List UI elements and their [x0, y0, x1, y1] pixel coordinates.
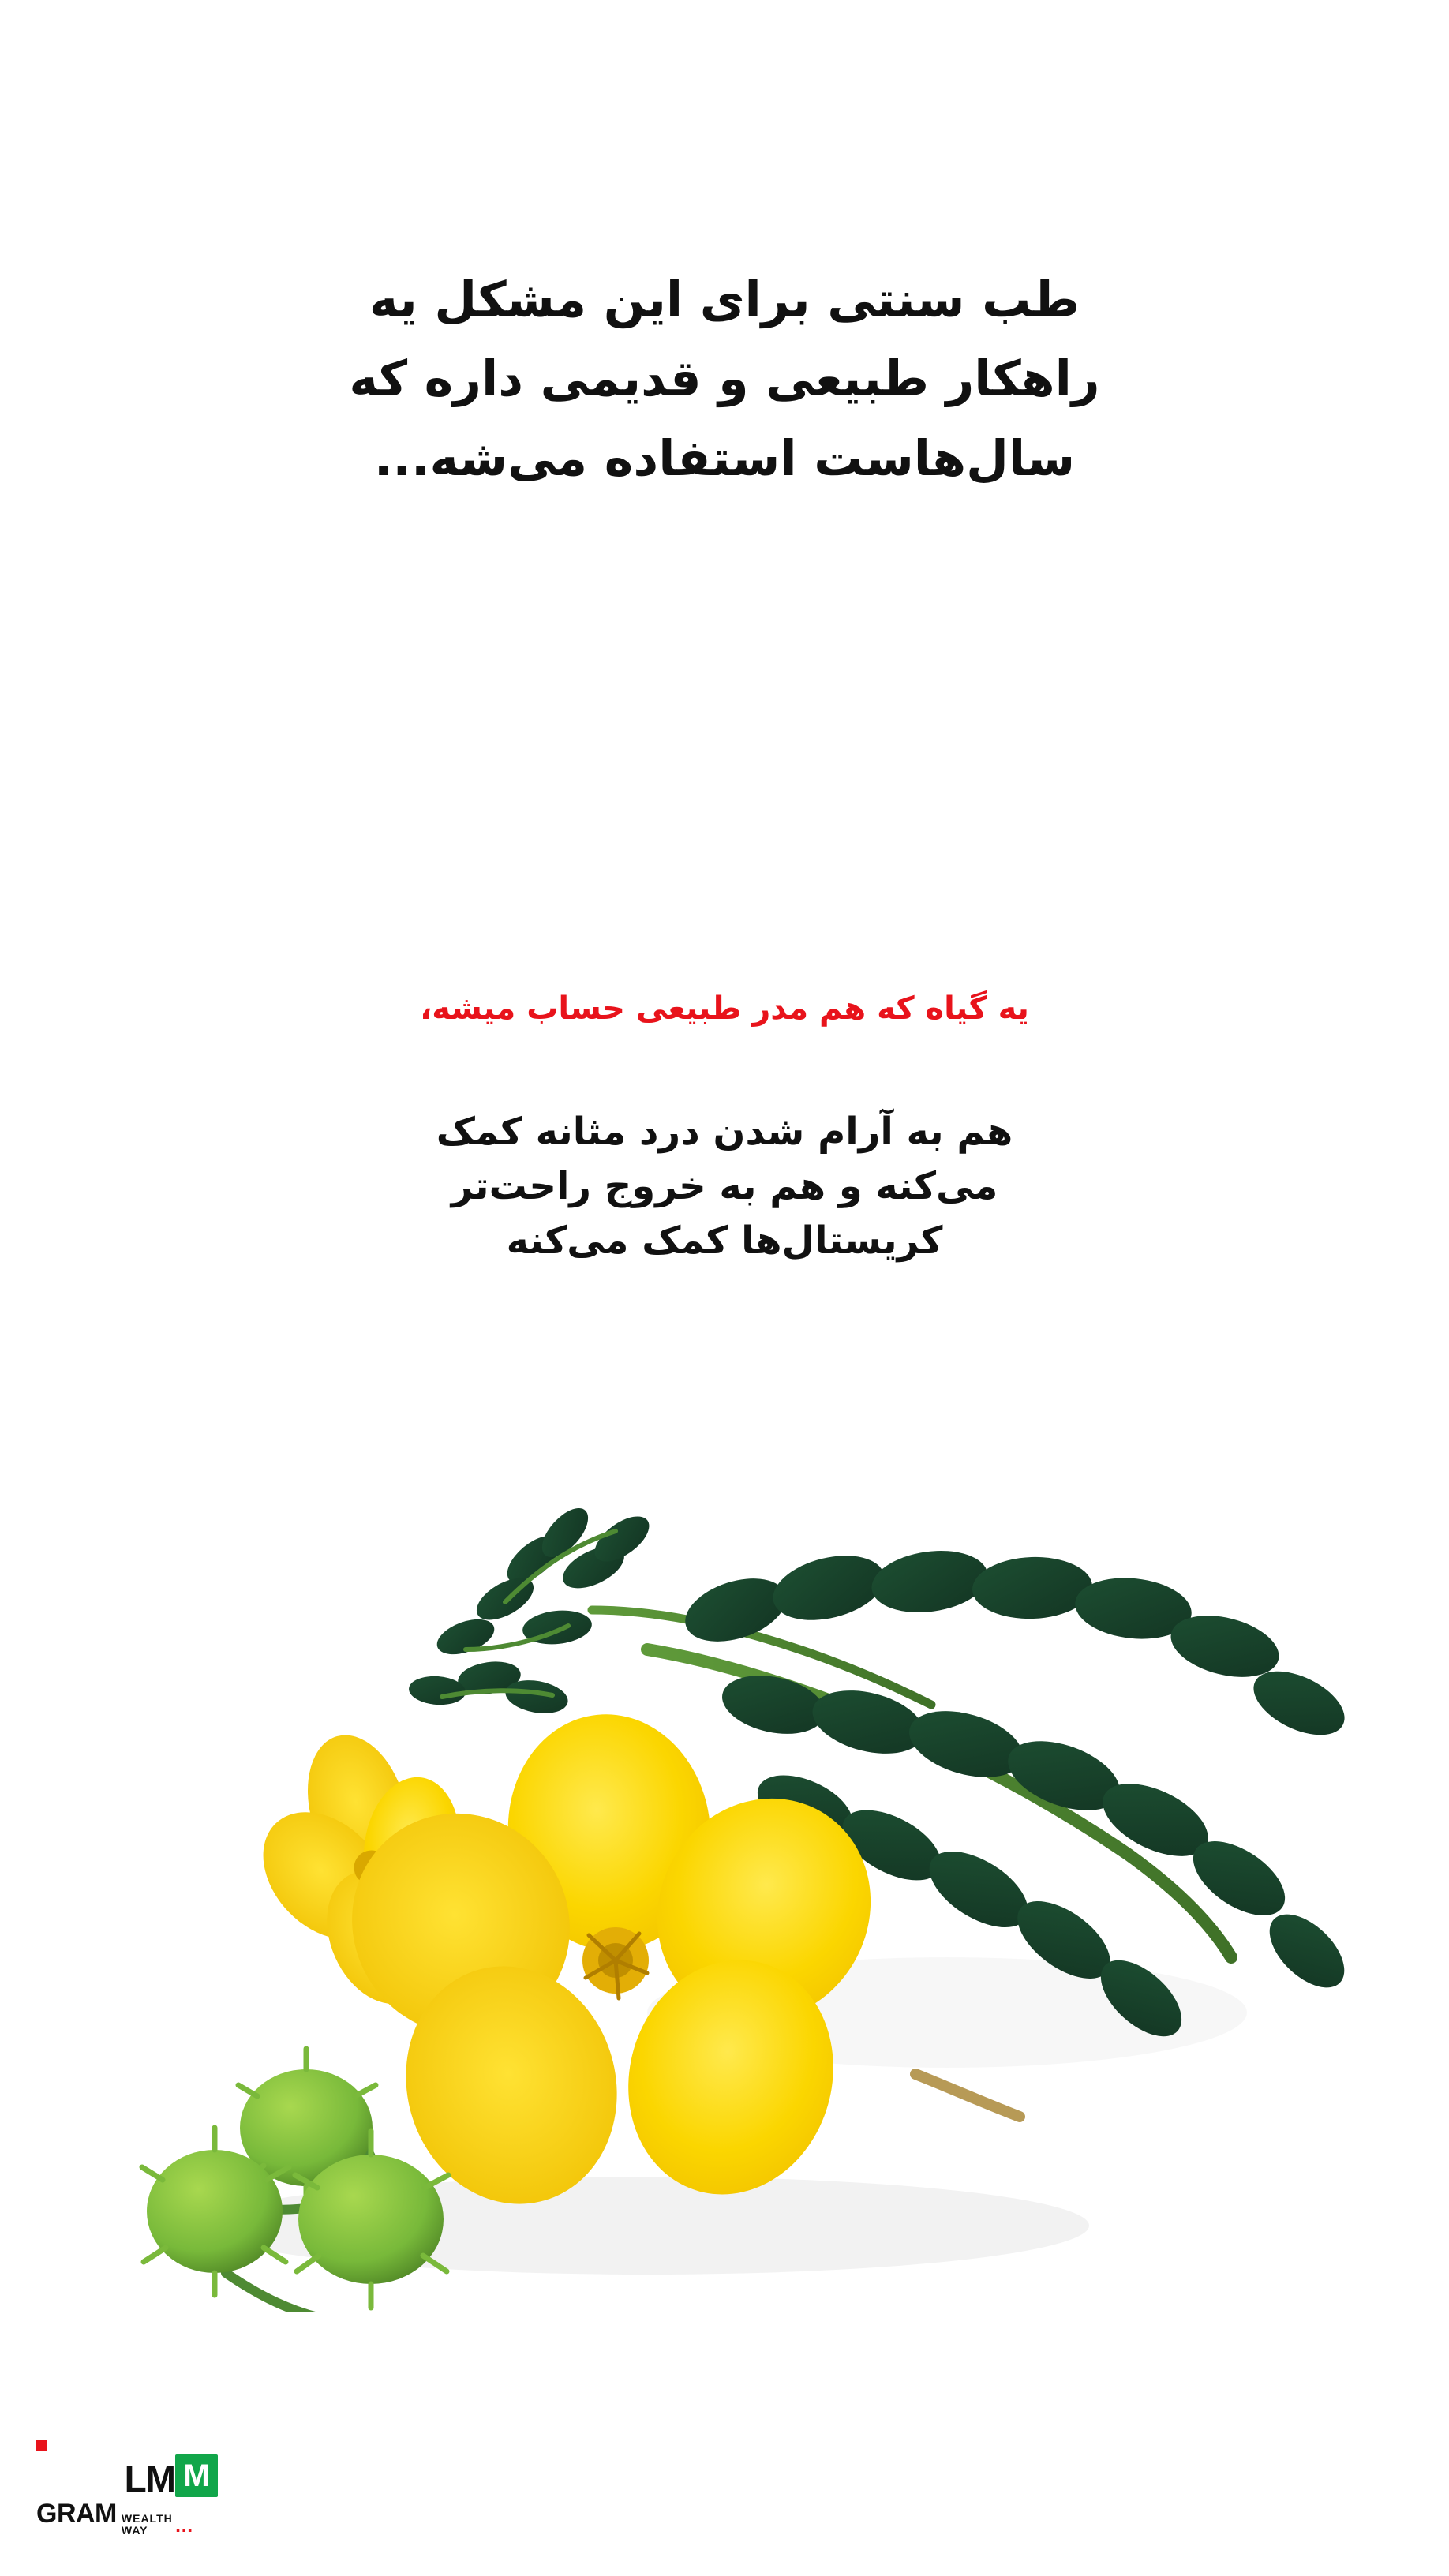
- logo-primary-row: [36, 2451, 218, 2497]
- body-line-2: می‌کنه و هم به خروج راحت‌تر: [451, 1164, 998, 1209]
- logo-m-letter: M: [183, 2458, 210, 2493]
- logo-m-badge: [175, 2454, 218, 2497]
- brand-logo: [36, 2451, 218, 2537]
- red-subheadline-text: یه گیاه که هم مدر طبیعی حساب میشه،: [420, 990, 1029, 1027]
- headline-block: [0, 260, 1449, 498]
- headline-line-3: سال‌هاست استفاده می‌شه...: [373, 429, 1076, 487]
- headline-line-1: طب سنتی برای این مشکل یه: [369, 271, 1080, 328]
- logo-tagline-top: WEALTH: [121, 2512, 173, 2525]
- body-line-3: کریستال‌ها کمک می‌کنه: [506, 1219, 943, 1264]
- logo-dots: ...: [174, 2517, 193, 2537]
- logo-tagline-bottom: WAY: [121, 2523, 148, 2537]
- red-subheadline: [0, 990, 1449, 1027]
- logo-gram-text: GRAM: [36, 2499, 117, 2529]
- logo-red-square: [36, 2440, 47, 2451]
- logo-lm-text: LM: [124, 2458, 175, 2499]
- logo-secondary-row: [36, 2499, 218, 2536]
- body-paragraph: [0, 1105, 1449, 1268]
- headline-line-2: راهکار طبیعی و قدیمی داره که: [349, 350, 1100, 408]
- tribulus-plant-photo: [95, 1413, 1373, 2312]
- logo-tagline: [122, 2513, 173, 2536]
- body-line-1: هم به آرام شدن درد مثانه کمک: [436, 1110, 1013, 1154]
